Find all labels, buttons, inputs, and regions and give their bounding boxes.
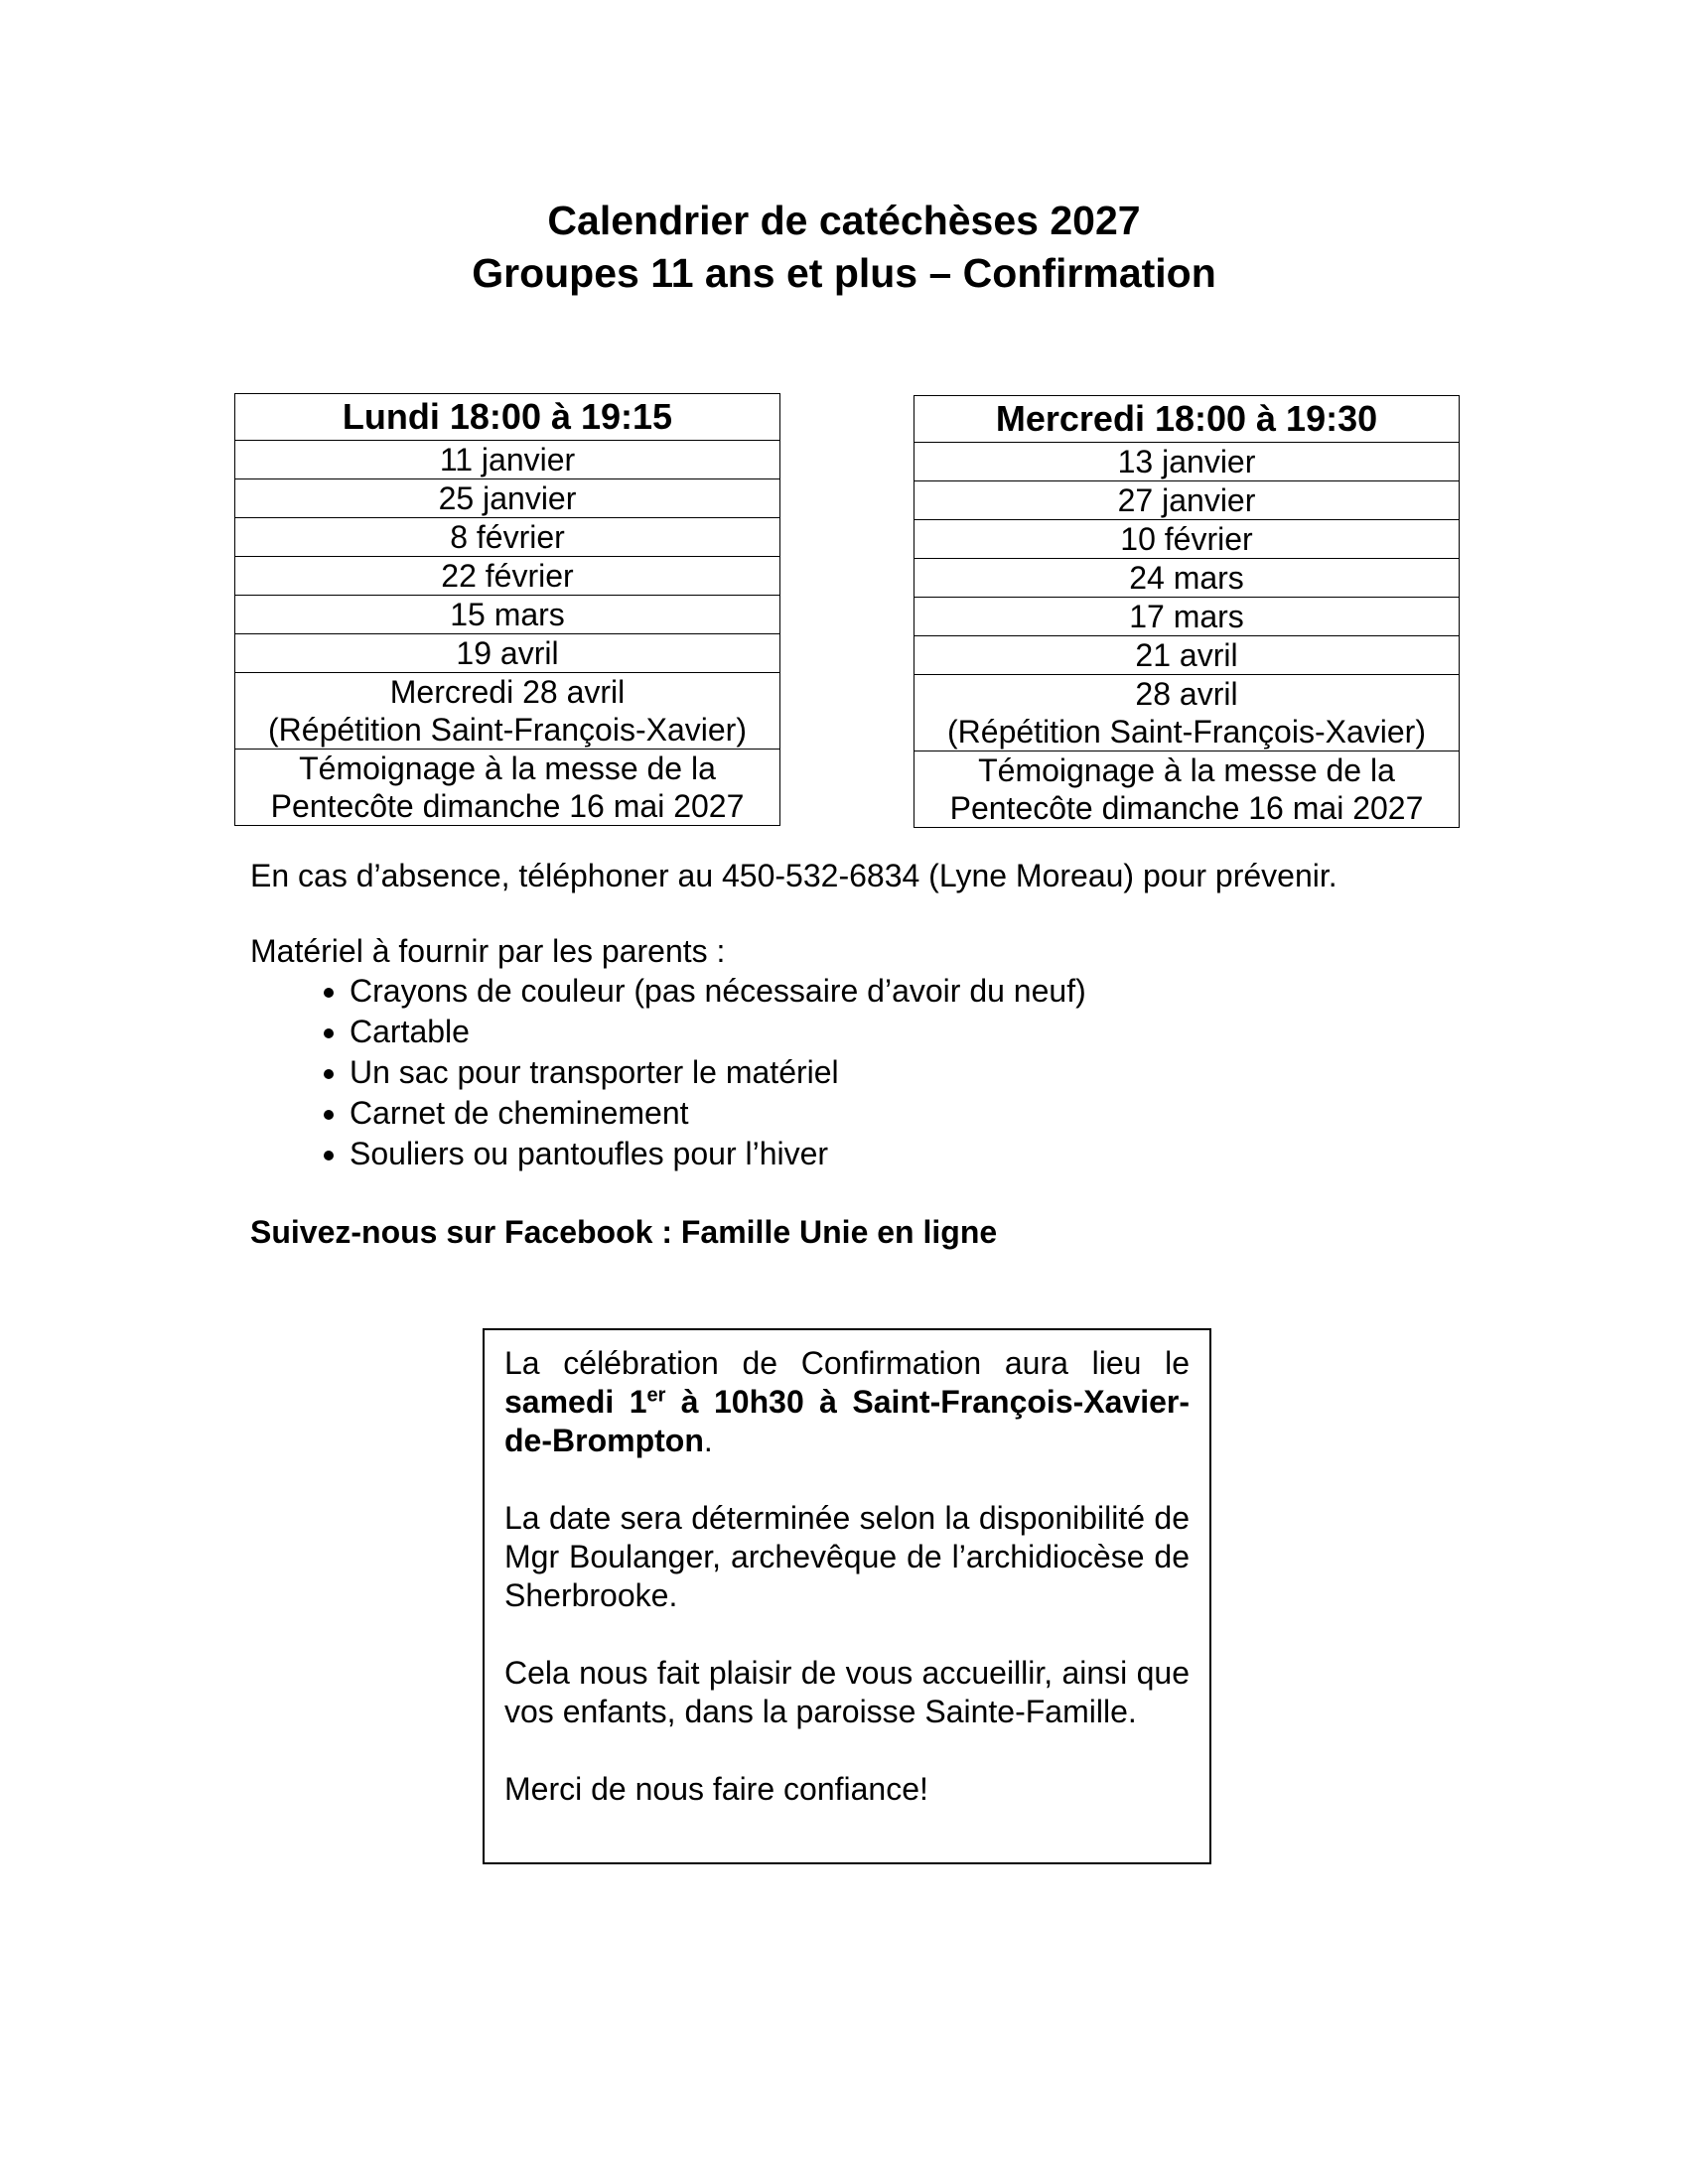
absence-note: En cas d’absence, téléphoner au 450-532-6834 (Lyne Moreau) pour prévenir.: [250, 858, 1337, 893]
wednesday-date: 17 mars: [914, 598, 1460, 636]
box-p1-lead: La célébration de Confirmation aura lieu le: [504, 1345, 1190, 1381]
monday-date: 19 avril: [235, 634, 780, 673]
materials-intro: Matériel à fournir par les parents :: [250, 933, 726, 969]
monday-rehearsal: [235, 673, 780, 750]
wednesday-rehearsal-line-1: 28 avril: [1135, 676, 1238, 712]
list-item: • Un sac pour transporter le matériel: [350, 1052, 1086, 1093]
confirmation-info-box: [483, 1328, 1211, 1864]
wednesday-date: 21 avril: [914, 636, 1460, 675]
box-p1-bold-a: samedi 1: [504, 1384, 647, 1420]
title-line-1: Calendrier de catéchèses 2027: [547, 198, 1141, 243]
monday-date: 25 janvier: [235, 479, 780, 518]
wednesday-date: 10 février: [914, 520, 1460, 559]
wednesday-date: 27 janvier: [914, 481, 1460, 520]
box-p1-bold-b: à 10h30 à Saint-François-Xavier-de-Brompton: [504, 1384, 1190, 1458]
wednesday-date: 24 mars: [914, 559, 1460, 598]
wednesday-rehearsal: [914, 675, 1460, 751]
box-paragraph-4: Merci de nous faire confiance!: [504, 1771, 928, 1807]
box-p1-end: .: [703, 1423, 713, 1458]
monday-testimony: [235, 750, 780, 826]
wednesday-rehearsal-line-2: (Répétition Saint-François-Xavier): [947, 714, 1426, 750]
list-item: • Cartable: [350, 1012, 1086, 1052]
box-paragraph-2: La date sera déterminée selon la disponibilité de Mgr Boulanger, archevêque de l’archidiocèse de Sherbrooke.: [504, 1500, 1190, 1613]
monday-schedule-table: [234, 393, 780, 826]
title-line-2: Groupes 11 ans et plus – Confirmation: [472, 250, 1216, 296]
monday-testimony-line-1: Témoignage à la messe de la: [299, 751, 716, 786]
box-p1-date: [504, 1384, 1190, 1458]
box-p1-sup: er: [646, 1384, 666, 1407]
monday-date: 15 mars: [235, 596, 780, 634]
document-title: [0, 195, 1688, 300]
list-item: • Souliers ou pantoufles pour l’hiver: [350, 1134, 1086, 1174]
monday-date: 11 janvier: [235, 441, 780, 479]
monday-rehearsal-line-1: Mercredi 28 avril: [389, 674, 626, 710]
list-item: • Crayons de couleur (pas nécessaire d’avoir du neuf): [350, 971, 1086, 1012]
wednesday-schedule-header: Mercredi 18:00 à 19:30: [914, 396, 1460, 443]
box-paragraph-3: Cela nous fait plaisir de vous accueillir, ainsi que vos enfants, dans la paroisse Sainte-Famille.: [504, 1655, 1190, 1729]
wednesday-testimony: [914, 751, 1460, 828]
list-item: • Carnet de cheminement: [350, 1093, 1086, 1134]
monday-testimony-line-2: Pentecôte dimanche 16 mai 2027: [270, 788, 745, 824]
materials-list: [250, 971, 1086, 1174]
monday-schedule-header: Lundi 18:00 à 19:15: [235, 394, 780, 441]
monday-date: 8 février: [235, 518, 780, 557]
box-paragraph-1: [504, 1344, 1190, 1460]
monday-date: 22 février: [235, 557, 780, 596]
wednesday-date: 13 janvier: [914, 443, 1460, 481]
facebook-note: Suivez-nous sur Facebook : Famille Unie en ligne: [250, 1214, 998, 1250]
wednesday-testimony-line-2: Pentecôte dimanche 16 mai 2027: [949, 790, 1424, 826]
monday-rehearsal-line-2: (Répétition Saint-François-Xavier): [268, 712, 747, 748]
wednesday-testimony-line-1: Témoignage à la messe de la: [978, 752, 1395, 788]
wednesday-schedule-table: [914, 395, 1460, 828]
